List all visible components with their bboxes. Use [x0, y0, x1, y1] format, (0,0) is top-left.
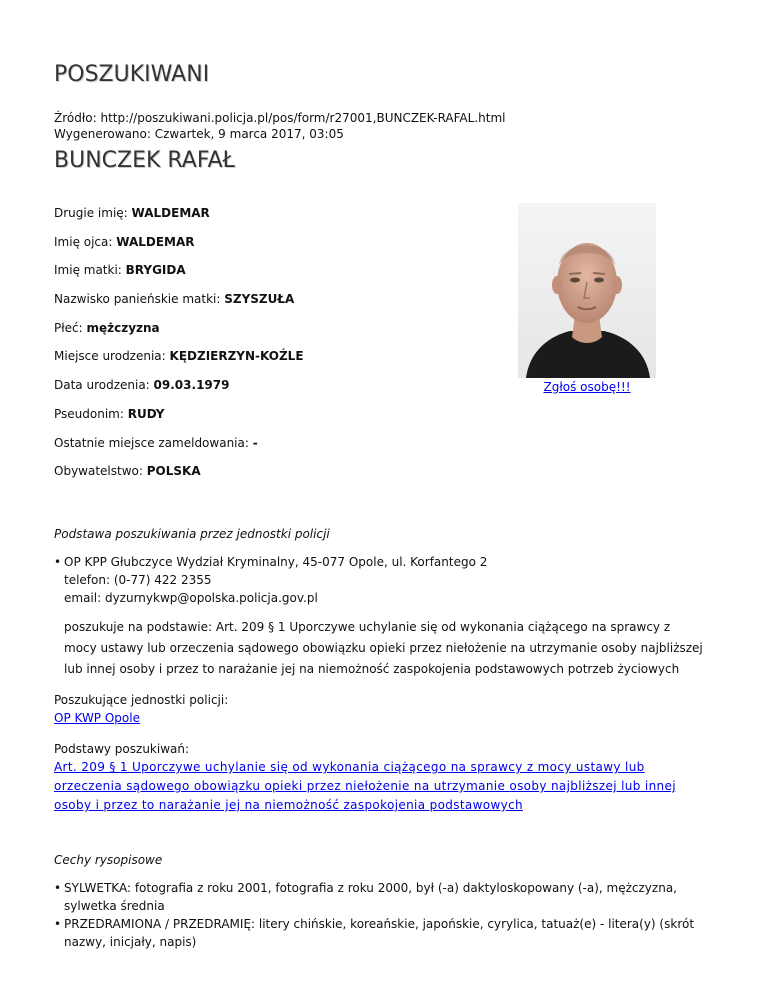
- description-title: Cechy rysopisowe: [54, 853, 163, 867]
- searching-unit-link[interactable]: OP KWP Opole: [54, 711, 140, 725]
- field-citizenship: Obywatelstwo: POLSKA: [54, 464, 201, 479]
- search-grounds-link[interactable]: Art. 209 § 1 Uporczywe uchylanie się od wykonania ciążącego na sprawcy z mocy ustawy lub orzeczenia sądowego obowiązku opieki przez niełożenie na utrzymanie osoby najbliższej lub innej osoby i przez to narażanie jej na niemożność zaspokojenia podstawowych: [54, 760, 676, 812]
- person-fields: [54, 205, 304, 492]
- description-list: [54, 879, 714, 951]
- police-unit-item: [54, 553, 487, 607]
- site-title: POSZUKIWANI: [54, 62, 210, 87]
- person-name: BUNCZEK RAFAŁ: [54, 148, 235, 173]
- field-father-name: Imię ojca: WALDEMAR: [54, 234, 195, 249]
- field-second-name: Drugie imię: WALDEMAR: [54, 206, 210, 220]
- person-photo: [518, 203, 656, 378]
- police-unit-address: • OP KPP Głubczyce Wydział Kryminalny, 45-077 Opole, ul. Korfantego 2: [64, 555, 488, 569]
- description-item: • SYLWETKA: fotografia z roku 2001, fotografia z roku 2000, był (-a) daktyloskopowany (-a), mężczyzna, sylwetka średnia: [54, 879, 714, 915]
- field-last-address: Ostatnie miejsce zameldowania: -: [54, 435, 258, 450]
- generated-date: Wygenerowano: Czwartek, 9 marca 2017, 03:05: [54, 127, 344, 141]
- field-mother-name: Imię matki: BRYGIDA: [54, 263, 186, 278]
- police-unit-email: email: dyzurnykwp@opolska.policja.gov.pl: [64, 591, 318, 605]
- search-basis-paragraph: poszukuje na podstawie: Art. 209 § 1 Uporczywe uchylanie się od wykonania ciążącego na sprawcy z mocy ustawy lub orzeczenia sądowego obowiązku opieki przez niełożenie na utrzymanie osoby najbliższej lub innej osoby i przez to narażanie jej na niemożność zaspokojenia podstawowych potrzeb życiowych: [64, 620, 703, 676]
- search-basis-title: Podstawa poszukiwania przez jednostki policji: [54, 527, 330, 541]
- search-basis-list: [54, 553, 487, 607]
- field-birthplace: Miejsce urodzenia: KĘDZIERZYN-KOŹLE: [54, 349, 304, 364]
- searching-units-label: Poszukujące jednostki policji:: [54, 693, 229, 707]
- police-unit-phone: telefon: (0-77) 422 2355: [64, 573, 212, 587]
- search-grounds: [54, 740, 716, 815]
- search-grounds-label: Podstawy poszukiwań:: [54, 742, 190, 756]
- source-info: [54, 110, 505, 142]
- source-url: Źródło: http://poszukiwani.policja.pl/pos/form/r27001,BUNCZEK-RAFAL.html: [54, 111, 506, 125]
- field-mother-maiden-name: Nazwisko panieńskie matki: SZYSZUŁA: [54, 292, 295, 307]
- field-nickname: Pseudonim: RUDY: [54, 406, 165, 421]
- field-sex: Płeć: mężczyzna: [54, 320, 160, 335]
- description-item: • PRZEDRAMIONA / PRZEDRAMIĘ: litery chińskie, koreańskie, japońskie, cyrylica, tatuaż(e) - litera(y) (skrót nazwy, inicjały, napis): [54, 915, 714, 951]
- report-person-link[interactable]: Zgłoś osobę!!!: [543, 380, 631, 394]
- field-birthdate: Data urodzenia: 09.03.1979: [54, 378, 230, 393]
- searching-units: [54, 691, 228, 727]
